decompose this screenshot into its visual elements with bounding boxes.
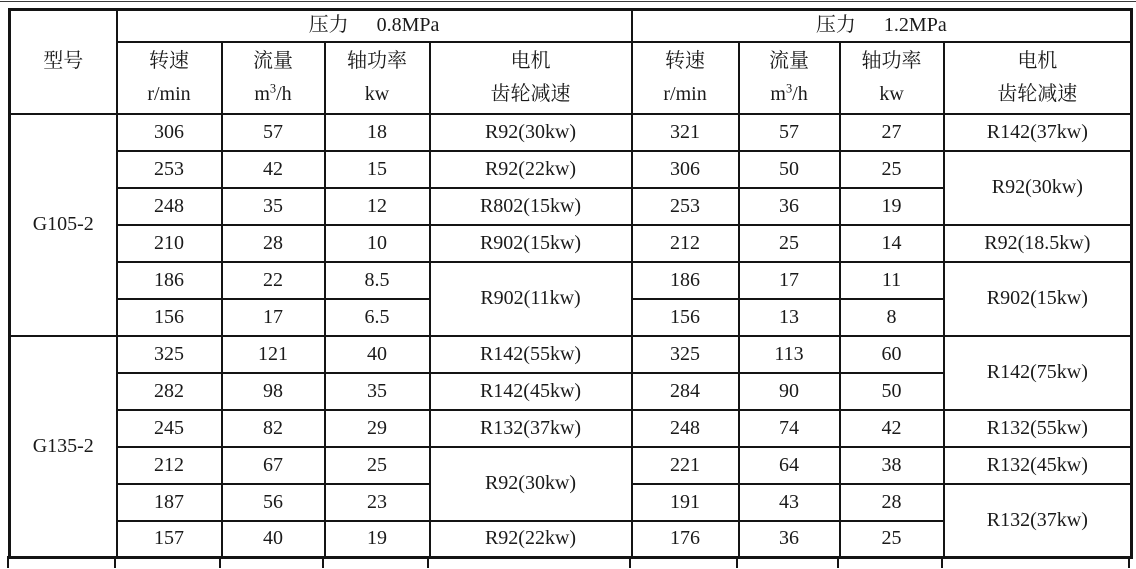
cell-speed-08: 186 <box>117 262 222 299</box>
cell-power-08: 12 <box>325 188 430 225</box>
cell-motor-08: R142(55kw) <box>430 336 632 373</box>
pump-spec-table <box>8 8 1133 559</box>
cell-motor-12: R132(55kw) <box>944 410 1132 447</box>
cell-flow-12: 43 <box>739 484 840 521</box>
cell-speed-12: 156 <box>632 299 739 336</box>
pressure-header-08 <box>117 10 632 42</box>
col-unit: 齿轮减速 <box>997 82 1078 105</box>
table-row <box>10 262 1132 299</box>
model-column-header: 型号 <box>10 10 117 114</box>
cell-speed-12: 321 <box>632 114 739 151</box>
cell-speed-12: 248 <box>632 410 739 447</box>
table-row <box>10 114 1132 151</box>
col-name: 电机 <box>1017 49 1058 72</box>
cell-power-08: 6.5 <box>325 299 430 336</box>
cell-speed-12: 325 <box>632 336 739 373</box>
cell-speed-12: 186 <box>632 262 739 299</box>
col-unit: kw <box>879 82 904 105</box>
cell-speed-08: 282 <box>117 373 222 410</box>
cell-power-12: 27 <box>840 114 944 151</box>
cell-motor-12: R902(15kw) <box>944 262 1132 336</box>
col-name: 流量 <box>769 49 810 72</box>
cell-speed-12: 253 <box>632 188 739 225</box>
cell-flow-12: 113 <box>739 336 840 373</box>
cell-motor-12: R132(45kw) <box>944 447 1132 484</box>
cell-speed-12: 191 <box>632 484 739 521</box>
table-row <box>10 336 1132 373</box>
cell-motor-12: R92(30kw) <box>944 151 1132 225</box>
cell-speed-08: 253 <box>117 151 222 188</box>
pressure-label: 压力 <box>815 14 856 37</box>
cell-speed-08: 212 <box>117 447 222 484</box>
cell-flow-08: 17 <box>222 299 325 336</box>
cell-power-08: 29 <box>325 410 430 447</box>
cell-flow-08: 35 <box>222 188 325 225</box>
cell-motor-08: R802(15kw) <box>430 188 632 225</box>
col-name: 流量 <box>253 49 293 72</box>
column-tick <box>7 556 9 568</box>
table-row <box>10 225 1132 262</box>
column-tick <box>629 556 631 568</box>
cell-flow-12: 64 <box>739 447 840 484</box>
flow-unit: $m^3/h$ <box>770 80 808 105</box>
cell-speed-12: 284 <box>632 373 739 410</box>
cell-motor-08: R902(11kw) <box>430 262 632 336</box>
cell-flow-08: 42 <box>222 151 325 188</box>
pressure-header-12 <box>632 10 1132 42</box>
cell-power-08: 25 <box>325 447 430 484</box>
cell-power-12: 8 <box>840 299 944 336</box>
cell-power-12: 38 <box>840 447 944 484</box>
cell-power-12: 25 <box>840 521 944 558</box>
model-cell: G105-2 <box>10 114 117 336</box>
cell-flow-08: 22 <box>222 262 325 299</box>
cell-power-08: 19 <box>325 521 430 558</box>
cell-speed-12: 212 <box>632 225 739 262</box>
cell-power-12: 28 <box>840 484 944 521</box>
cell-flow-12: 36 <box>739 188 840 225</box>
col-name: 转速 <box>665 49 706 72</box>
cell-flow-12: 50 <box>739 151 840 188</box>
col-header-speed-08 <box>117 42 222 114</box>
cell-power-08: 18 <box>325 114 430 151</box>
cell-motor-12: R142(37kw) <box>944 114 1132 151</box>
col-header-flow-12 <box>739 42 840 114</box>
col-header-flow-08 <box>222 42 325 114</box>
cell-flow-12: 13 <box>739 299 840 336</box>
col-unit: kw <box>364 82 390 105</box>
cell-motor-08: R902(15kw) <box>430 225 632 262</box>
cell-power-08: 15 <box>325 151 430 188</box>
cell-flow-12: 36 <box>739 521 840 558</box>
col-name: 转速 <box>149 49 189 72</box>
cell-power-08: 10 <box>325 225 430 262</box>
cell-flow-12: 90 <box>739 373 840 410</box>
cell-power-12: 60 <box>840 336 944 373</box>
table-row <box>10 151 1132 188</box>
cell-motor-12: R92(18.5kw) <box>944 225 1132 262</box>
model-cell: G135-2 <box>10 336 117 558</box>
col-unit: 齿轮减速 <box>490 82 571 105</box>
cell-power-12: 25 <box>840 151 944 188</box>
cell-motor-08: R92(30kw) <box>430 447 632 521</box>
column-tick <box>114 556 116 568</box>
cell-flow-08: 56 <box>222 484 325 521</box>
cell-power-08: 8.5 <box>325 262 430 299</box>
column-tick <box>1128 556 1130 568</box>
cell-flow-08: 28 <box>222 225 325 262</box>
col-name: 轴功率 <box>861 49 922 72</box>
cell-flow-08: 82 <box>222 410 325 447</box>
cell-flow-08: 40 <box>222 521 325 558</box>
cell-flow-12: 57 <box>739 114 840 151</box>
cell-flow-12: 17 <box>739 262 840 299</box>
cell-speed-08: 245 <box>117 410 222 447</box>
cell-motor-08: R142(45kw) <box>430 373 632 410</box>
cell-motor-08: R132(37kw) <box>430 410 632 447</box>
table-row <box>10 447 1132 484</box>
cell-power-12: 19 <box>840 188 944 225</box>
col-name: 电机 <box>510 49 551 72</box>
cell-speed-08: 210 <box>117 225 222 262</box>
cell-speed-12: 176 <box>632 521 739 558</box>
cell-speed-08: 156 <box>117 299 222 336</box>
cell-flow-08: 121 <box>222 336 325 373</box>
cell-flow-08: 67 <box>222 447 325 484</box>
col-header-power-12 <box>840 42 944 114</box>
col-header-speed-12 <box>632 42 739 114</box>
cell-motor-08: R92(30kw) <box>430 114 632 151</box>
column-tick <box>219 556 221 568</box>
column-tick <box>837 556 839 568</box>
cell-motor-08: R92(22kw) <box>430 151 632 188</box>
cell-motor-12: R142(75kw) <box>944 336 1132 410</box>
pressure-value: 1.2MPa <box>883 14 947 37</box>
pressure-label: 压力 <box>308 14 349 37</box>
col-header-motor-08 <box>430 42 632 114</box>
cell-speed-08: 248 <box>117 188 222 225</box>
page-edge-line <box>0 1 1136 2</box>
cell-flow-12: 25 <box>739 225 840 262</box>
flow-unit: $m^3/h$ <box>254 80 292 105</box>
cell-speed-08: 157 <box>117 521 222 558</box>
col-header-power-08 <box>325 42 430 114</box>
cell-motor-08: R92(22kw) <box>430 521 632 558</box>
cell-flow-08: 98 <box>222 373 325 410</box>
col-header-motor-12 <box>944 42 1132 114</box>
cell-motor-12: R132(37kw) <box>944 484 1132 558</box>
cell-speed-08: 187 <box>117 484 222 521</box>
cell-speed-08: 325 <box>117 336 222 373</box>
cell-speed-12: 221 <box>632 447 739 484</box>
cell-power-12: 11 <box>840 262 944 299</box>
cell-flow-08: 57 <box>222 114 325 151</box>
column-tick <box>427 556 429 568</box>
table-row <box>10 410 1132 447</box>
cell-power-12: 50 <box>840 373 944 410</box>
cell-power-08: 23 <box>325 484 430 521</box>
cell-power-12: 42 <box>840 410 944 447</box>
column-tick <box>941 556 943 568</box>
pressure-value: 0.8MPa <box>376 14 440 37</box>
cell-flow-12: 74 <box>739 410 840 447</box>
col-name: 轴功率 <box>347 49 407 72</box>
col-unit: r/min <box>147 82 191 105</box>
col-unit: r/min <box>663 82 707 105</box>
cell-speed-08: 306 <box>117 114 222 151</box>
cell-power-08: 35 <box>325 373 430 410</box>
column-tick <box>736 556 738 568</box>
cell-speed-12: 306 <box>632 151 739 188</box>
cell-power-12: 14 <box>840 225 944 262</box>
cell-power-08: 40 <box>325 336 430 373</box>
column-tick <box>322 556 324 568</box>
